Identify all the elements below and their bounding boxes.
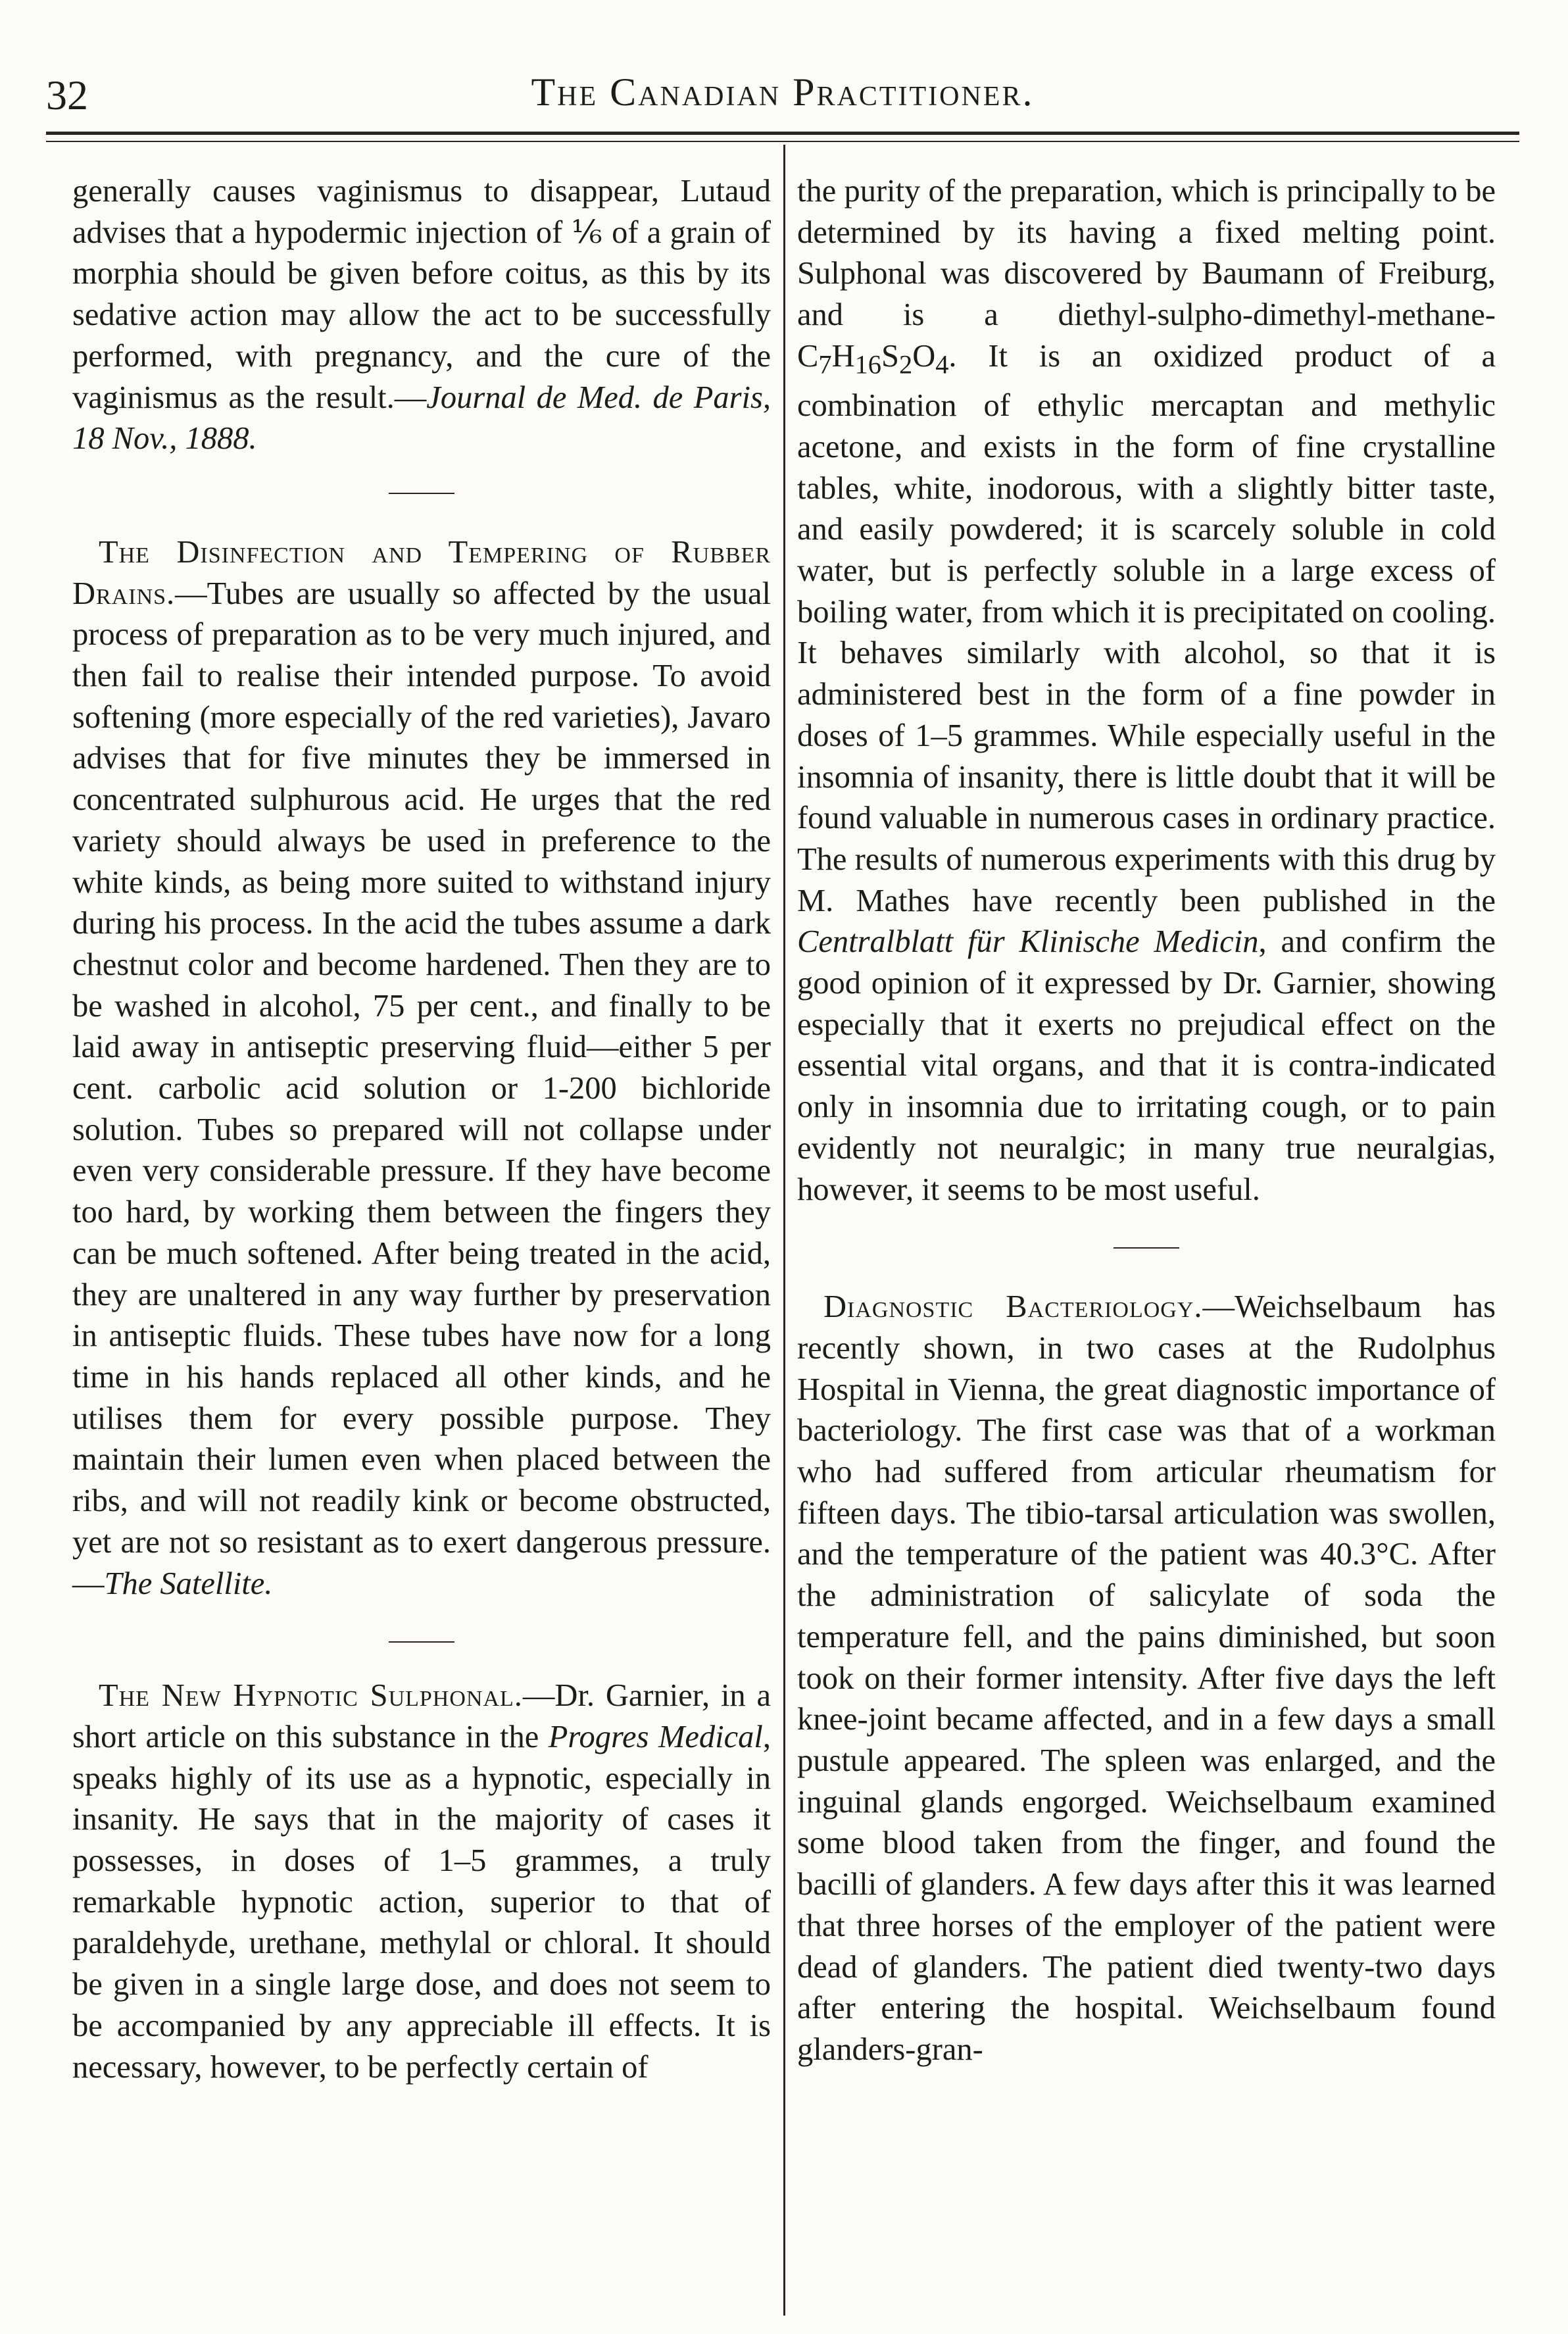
journal-name: Progres Medical [548, 1719, 763, 1754]
intro-paragraph [72, 171, 771, 460]
article-body-continued: , speaks highly of its use as a hypnotic, especially in insanity. He says that in the majority of cases it possesses, in doses of 1–5 grammes, a truly remarkable hypnotic action, superior to that of paraldehyde, urethane, methylal or chloral. It should be given in a single large dose, and does not seem to be accompanied by any appreciable ill effects. It is necessary, however, to be perfectly certain of [72, 1719, 771, 2085]
right-column [797, 171, 1496, 2071]
formula-subscript: 4 [935, 349, 949, 380]
journal-name: Centralblatt für Klinische Medicin [797, 924, 1259, 960]
article-source: The Satellite. [104, 1566, 273, 1601]
intro-source: Journal de Med. de Paris, 18 Nov., 1888. [72, 380, 771, 457]
continuation-text: , and confirm the good opinion of it expressed by Dr. Garnier, showing especially that it exerts no prejudical effect on the essential vital organs, and that it is contra-indicated only in insomnia due to irritating cough, or to pain evidently not neuralgic; in many true neuralgias, however, it seems to be most useful. [797, 924, 1496, 1207]
article-body: —Dr. Garnier, in a short article on this substance in the [72, 1678, 771, 1754]
article-rubber-drains [72, 532, 771, 1604]
article-body: —Weichselbaum has recently shown, in two cases at the Rudolphus Hospital in Vienna, the great diagnostic importance of bacteriology. The first case was that of a workman who had suffered from articular rheumatism for fifteen days. The tibio-tarsal articulation was swollen, and the temperature of the patient was 40.3°C. After the administration of salicylate of soda the temperature fell, and the pains diminished, but soon took on their former intensity. After five days the left knee-joint became affected, and in a few days a small pustule appeared. The spleen was enlarged, and the inguinal glands engorged. Weichselbaum examined some blood taken from the finger, and found the bacilli of glanders. A few days after this it was learned that three horses of the employer of the patient were dead of glanders. The patient died twenty-two days after entering the hospital. Weichselbaum found glanders-gran- [797, 1289, 1496, 2067]
formula-element: H [831, 338, 855, 374]
article-bacteriology [797, 1287, 1496, 2070]
formula-subscript: 7 [818, 349, 832, 380]
continuation-text: . It is an oxidized product of a combination of ethylic mercaptan and methylic acetone, and exists in the form of fine crystalline tables, white, inodorous, with a slightly bitter taste, and easily powdered; it is scarcely soluble in cold water, but is perfectly soluble in a large excess of boiling water, from which it is precipitated on cooling. It behaves similarly with alcohol, so that it is administered best in the form of a fine powder in doses of 1–5 grammes. While especially useful in the insomnia of insanity, there is little doubt that it will be found valuable in numerous cases in ordinary practice. The results of numerous experiments with this drug by M. Mathes have recently been published in the [797, 338, 1496, 918]
intro-text: generally causes vaginismus to disappear, Lutaud advises that a hypodermic injection of ⅙ of a grain of morphia should be given before coitus, as this by its sedative action may allow the act to be successfully performed, with pregnancy, and the cure of the vaginismus as the result.— [72, 174, 771, 415]
article-sulphonal [72, 1676, 771, 2088]
formula-element: S [881, 338, 899, 374]
formula-subscript: 2 [898, 349, 913, 380]
left-column [72, 171, 771, 2088]
section-separator [1114, 1247, 1179, 1249]
header-rule-thin [46, 141, 1519, 142]
article-title: The New Hypnotic Sulphonal. [99, 1678, 523, 1714]
article-body: —Tubes are usually so affected by the usual process of preparation as to be very much injured, and then fail to realise their intended purpose. To avoid softening (more especially of the red varieties), Javaro advises that for five minutes they be immersed in concentrated sulphurous acid. He urges that the red variety should always be used in preference to the white kinds, as being more suited to withstand injury during his process. In the acid the tubes assume a dark chestnut color and become hardened. Then they are to be washed in alcohol, 75 per cent., and finally to be laid away in antiseptic preserving fluid—either 5 per cent. carbolic acid solution or 1-200 bichloride solution. Tubes so prepared will not collapse under even very considerable pressure. If they have become too hard, by working them between the fingers they can be much softened. After being treated in the acid, they are unaltered in any way further by preservation in antiseptic fluids. These tubes have now for a long time in his hands replaced all other kinds, and he utilises them for every possible purpose. They maintain their lumen even when placed between the ribs, and will not readily kink or become obstructed, yet are not so resistant as to exert dangerous pressure.— [72, 576, 771, 1601]
article-title: Diagnostic Bacteriology. [823, 1289, 1203, 1325]
section-separator [389, 1641, 454, 1643]
sulphonal-continuation [797, 171, 1496, 1210]
header-rule [46, 132, 1519, 135]
page-header [46, 53, 1519, 125]
section-separator [389, 493, 454, 494]
column-divider [783, 145, 785, 2316]
running-title: The Canadian Practitioner. [531, 70, 1035, 114]
formula-element: O [912, 338, 936, 374]
continuation-text: the purity of the preparation, which is principally to be determined by its having a fixed melting point. Sulphonal was discovered by Baumann of Freiburg, and is a diethyl-sulpho-dimethyl-methane-C [797, 174, 1496, 374]
formula-subscript: 16 [854, 349, 881, 380]
article-title: The Disinfection and Tempering of Rubber Drains. [72, 534, 771, 611]
page-number: 32 [46, 72, 88, 118]
